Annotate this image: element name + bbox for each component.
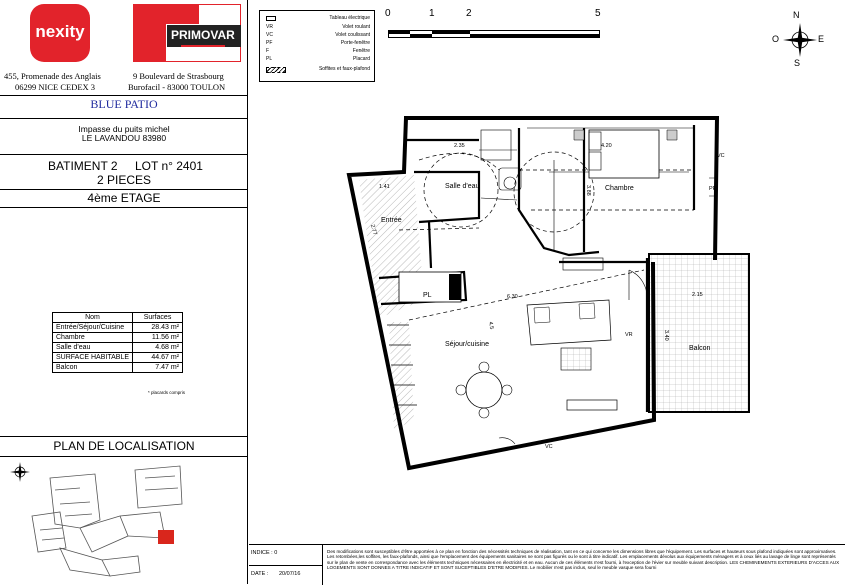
nexity-logo-text: nexity: [35, 22, 85, 41]
scale-tick-label: 0: [385, 8, 391, 19]
footer-indice: INDICE : 0: [251, 550, 278, 556]
primovar-logo-text: PRIMOVAR: [171, 28, 235, 42]
legend-label: Fenêtre: [352, 48, 370, 54]
compass-east: E: [818, 34, 825, 44]
room-label-chambre: Chambre: [605, 185, 634, 192]
dim-215: 2.15: [692, 292, 703, 298]
building-label: BATIMENT 2: [48, 159, 118, 173]
dim-235: 2.35: [454, 143, 465, 149]
legend-label: Tableau électrique: [329, 15, 370, 21]
surface-value: 4.68 m²: [133, 343, 183, 353]
dining-table-icon: [456, 362, 512, 418]
surface-name: Entrée/Séjour/Cuisine: [53, 323, 133, 333]
legend-abbr: VC: [266, 32, 273, 38]
surface-value: 28.43 m²: [133, 323, 183, 333]
surfaces-header-row: [53, 313, 183, 323]
project-street: Impasse du puits michel: [78, 124, 170, 134]
legend-label: Porte-fenêtre: [340, 40, 370, 46]
nexity-address-line2: 06299 NICE CEDEX 3: [15, 82, 96, 92]
table-row: [53, 333, 183, 343]
nexity-address-line1: 455, Promenade des Anglais: [4, 71, 101, 81]
legend-label: Soffites et faux-plafond: [318, 66, 370, 72]
primovar-logo: [133, 4, 241, 62]
floor-plan: [249, 0, 845, 544]
room-label-balcon: Balcon: [689, 345, 711, 352]
dim-141: 1.41: [379, 184, 390, 190]
surfaces-note: * placards compris: [148, 390, 186, 395]
legend-label: Placard: [353, 56, 370, 62]
legend-abbr: PL: [266, 56, 273, 62]
label-pf: PF: [709, 186, 717, 192]
surface-value: 7.47 m²: [133, 363, 183, 373]
legend-label: Volet roulant: [342, 24, 370, 30]
table-row: [53, 363, 183, 373]
left-panel: [0, 0, 248, 584]
label-vc-living: VC: [545, 444, 553, 450]
surface-name: Chambre: [53, 333, 133, 343]
bed-icon: [589, 130, 659, 178]
legend-label: Volet coulissant: [335, 32, 370, 38]
surfaces-table: [52, 312, 183, 373]
room-label-placard: PL: [423, 292, 432, 299]
scale-tick-label: 1: [429, 8, 435, 19]
footer-date-label: DATE :: [251, 571, 269, 577]
compass-south: S: [794, 58, 801, 68]
localisation-plan: [20, 460, 220, 580]
localisation-highlight: [158, 530, 174, 544]
scale-tick-label: 5: [595, 8, 601, 19]
legend-abbr: VR: [266, 24, 273, 30]
surface-name: SURFACE HABITABLE: [53, 353, 133, 363]
dim-420: 4.20: [601, 143, 612, 149]
lot-label: LOT n° 2401: [135, 159, 203, 173]
primovar-address-line2: Burofacil - 83000 TOULON: [128, 82, 226, 92]
project-city: LE LAVANDOU 83980: [81, 133, 167, 143]
table-row: [53, 353, 183, 363]
table-row: [53, 343, 183, 353]
primovar-address-line1: 9 Boulevard de Strasbourg: [133, 71, 224, 81]
compass-west: O: [772, 34, 780, 44]
room-label-salle-eau: Salle d'eau: [445, 183, 480, 190]
surface-name: Balcon: [53, 363, 133, 373]
footer-date-value: 20/07/16: [279, 571, 301, 577]
surface-name: Salle d'eau: [53, 343, 133, 353]
dim-45: 4.5: [487, 321, 495, 330]
footer: [249, 544, 845, 584]
legend-abbr: F: [266, 48, 270, 54]
nexity-logo: [30, 4, 90, 62]
footer-disclaimer: [327, 549, 841, 570]
dim-340: 3.40: [663, 330, 669, 341]
floor-label: 4ème ETAGE: [87, 191, 161, 205]
footer-disclaimer-part2: Les emplacements dévolus aux équipements ménagers et à ceux liés au lavage de linge sont représentés sur le plan de vente en correspondance avec les éléments techniques nécessaires en électricité et en eau. Aucun de ces éléments n'est fourni, à l'exception de l'évier sur meuble suivant description. LES CHEMINEMENTS EXTERIEURS D'ACCES AUX LOGEMENTS SONT DONNES A TITRE INDICATIF ET SONT SUCEPTIBLES D'ETRE MODIFIES. Le mobilier n'est pas inclus, seul le meuble vasque sera fourni: [327, 554, 840, 570]
surface-value: 11.56 m²: [133, 333, 183, 343]
project-name: BLUE PATIO: [90, 97, 158, 111]
localisation-title: PLAN DE LOCALISATION: [53, 439, 195, 453]
dim-630: 6.30: [507, 294, 518, 300]
surface-value: 44.67 m²: [133, 353, 183, 363]
room-label-entree: Entrée: [381, 217, 402, 224]
label-vc-bedroom: VC: [717, 153, 725, 159]
footer-disclaimer-part1: Des modifications sont susceptibles d'être apportées à ce plan en fonction des nécessités techniques de réalisation, tant en ce qui concerne les dimensions libres que l'équipement. Les surfaces et hauteurs sous plafond indiquées sont approximatives. Les retombées,les soffites, les faux-plafonds, ainsi que l'emplacement des équipements sanitaires ne sont pas figurés ou le sont à titre indicatif.: [327, 549, 837, 560]
dim-388: 3.88: [585, 185, 591, 196]
label-vr: VR: [625, 332, 633, 338]
legend-abbr: PF: [266, 40, 273, 46]
table-row: [53, 323, 183, 333]
room-label-sejour: Séjour/cuisine: [445, 341, 489, 348]
compass-north: N: [793, 10, 800, 20]
rooms-label: 2 PIECES: [96, 173, 152, 187]
surfaces-header-name: Nom: [53, 313, 133, 323]
surfaces-header-value: Surfaces: [133, 313, 183, 323]
scale-tick-label: 2: [466, 8, 472, 19]
dim-277: 2.77: [369, 223, 378, 236]
